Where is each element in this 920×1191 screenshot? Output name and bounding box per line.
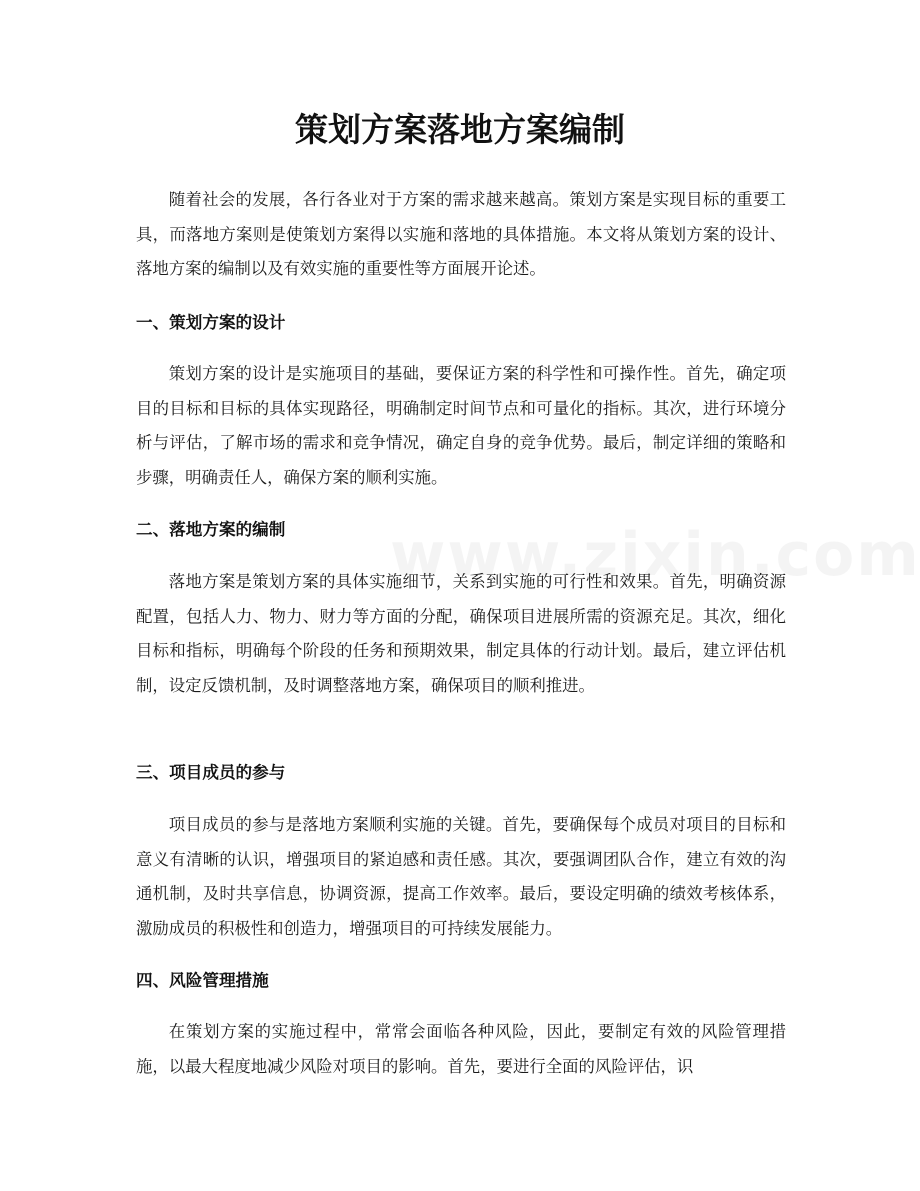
section-heading-4: 四、风险管理措施 <box>136 971 269 990</box>
section-heading-2: 二、落地方案的编制 <box>136 520 286 539</box>
page-title: 策划方案落地方案编制 <box>295 110 625 149</box>
section-body-4: 在策划方案的实施过程中，常常会面临各种风险，因此，要制定有效的风险管理措施，以最大程度地减少风险对项目的影响。首先，要进行全面的风险评估，识 <box>136 1022 786 1076</box>
section-heading-1: 一、策划方案的设计 <box>136 313 286 332</box>
section-body-2: 落地方案是策划方案的具体实施细节，关系到实施的可行性和效果。首先，明确资源配置，包括人力、物力、财力等方面的分配，确保项目进展所需的资源充足。其次，细化目标和指标，明确每个阶段的任务和预期效果，制定具体的行动计划。最后，建立评估机制，设定反馈机制，及时调整落地方案，确保项目的顺利推进。 <box>136 572 786 695</box>
section-body-3: 项目成员的参与是落地方案顺利实施的关键。首先，要确保每个成员对项目的目标和意义有清晰的认识，增强项目的紧迫感和责任感。其次，要强调团队合作，建立有效的沟通机制，及时共享信息，协调资源，提高工作效率。最后，要设定明确的绩效考核体系，激励成员的积极性和创造力，增强项目的可持续发展能力。 <box>136 815 786 938</box>
section-heading-3: 三、项目成员的参与 <box>136 763 286 782</box>
section-body-1: 策划方案的设计是实施项目的基础，要保证方案的科学性和可操作性。首先，确定项目的目标和目标的具体实现路径，明确制定时间节点和可量化的指标。其次，进行环境分析与评估，了解市场的需求和竞争情况，确定自身的竞争优势。最后，制定详细的策略和步骤，明确责任人，确保方案的顺利实施。 <box>136 364 786 487</box>
intro-paragraph: 随着社会的发展，各行各业对于方案的需求越来越高。策划方案是实现目标的重要工具，而落地方案则是使策划方案得以实施和落地的具体措施。本文将从策划方案的设计、落地方案的编制以及有效实施的重要性等方面展开论述。 <box>136 190 786 278</box>
